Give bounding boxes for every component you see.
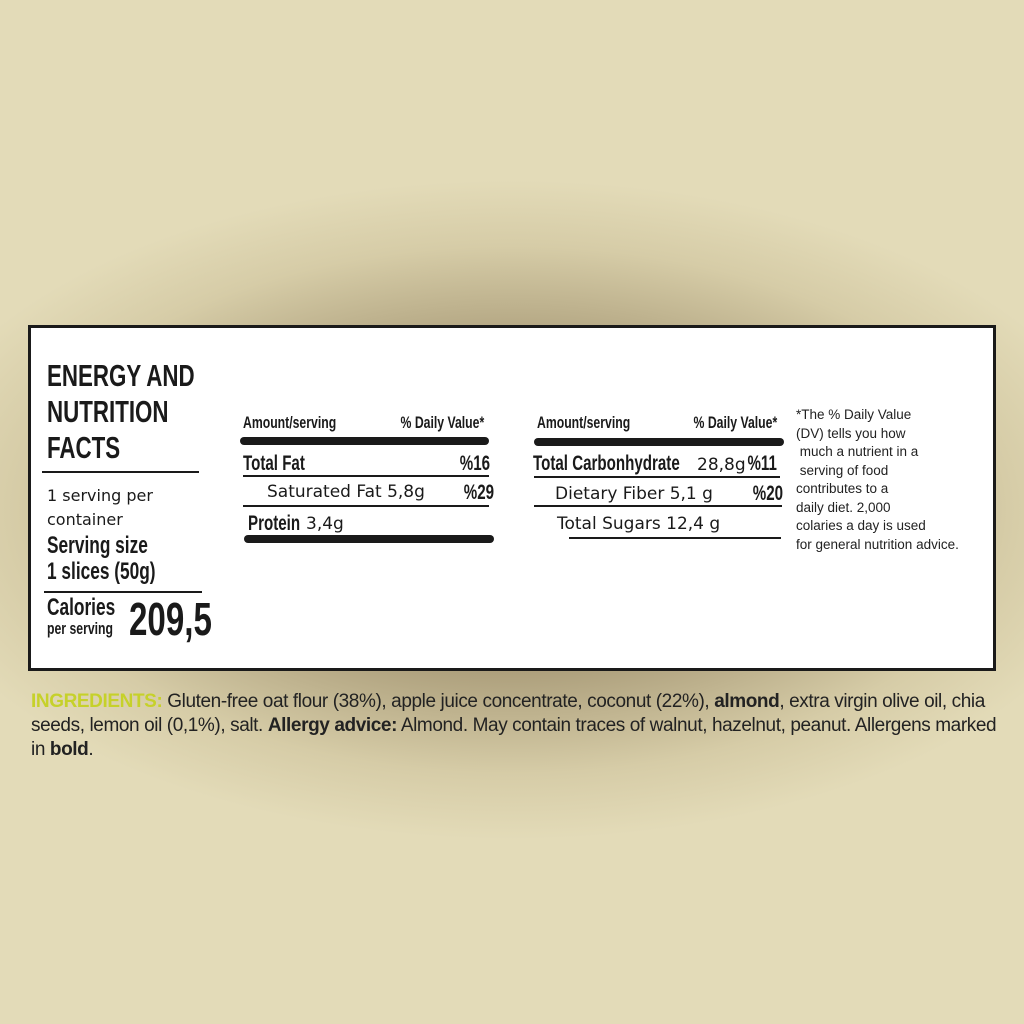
allergen: almond — [714, 691, 780, 712]
title-line: NUTRITION — [47, 394, 169, 429]
calories-label — [47, 596, 142, 620]
divider — [243, 505, 489, 507]
total-sugars: Total Sugars 12,4 g — [557, 514, 721, 534]
servings-line: 1 serving per — [47, 486, 153, 505]
carb-dv: %11 — [747, 452, 777, 475]
carb-value: 28,8g — [697, 455, 746, 475]
ingredients-label: INGREDIENTS: — [31, 691, 163, 712]
divider — [42, 471, 199, 473]
ingredients-part: Gluten-free oat flour (38%), apple juice concentrate, coconut (22%), — [162, 691, 715, 712]
fiber-dv: %20 — [752, 482, 783, 505]
ingredients-part: Almond. May contain traces of walnut, hazelnut, peanut. Allergens marked in — [31, 715, 997, 760]
protein-label: Protein — [248, 512, 301, 535]
total-fat-dv: %16 — [459, 452, 490, 475]
right-header-amount: Amount/serving — [537, 413, 631, 432]
bold-word: bold — [49, 739, 89, 760]
dietary-fiber: Dietary Fiber 5,1 g — [555, 484, 713, 504]
saturated-fat: Saturated Fat 5,8g — [267, 482, 425, 502]
protein-value: 3,4g — [306, 514, 344, 534]
daily-value-footnote — [796, 406, 959, 554]
serving-size-label: Serving size — [47, 532, 148, 559]
servings-per-container — [47, 484, 153, 532]
footnote-line: (DV) tells you how — [796, 425, 906, 441]
calories-number: 209,5 — [129, 593, 212, 645]
thick-rule — [244, 535, 494, 543]
footnote-line: *The % Daily Value — [796, 407, 912, 422]
thick-rule — [240, 437, 489, 445]
calories-text: Calories — [47, 594, 116, 621]
footnote-line: colaries a day is used — [796, 518, 926, 533]
left-header-amount: Amount/serving — [243, 413, 337, 432]
footnote-line: contributes to a — [796, 481, 889, 496]
divider — [534, 505, 782, 507]
footnote-line: daily diet. 2,000 — [796, 499, 891, 515]
panel-title — [47, 358, 252, 466]
total-fat-label: Total Fat — [243, 452, 305, 475]
servings-line: container — [47, 510, 123, 529]
title-line: FACTS — [47, 430, 121, 465]
ingredients-text — [31, 690, 1006, 762]
allergy-advice-label: Allergy advice: — [267, 715, 397, 736]
left-header-dv: % Daily Value* — [400, 413, 484, 432]
divider — [534, 476, 780, 478]
saturated-fat-dv: %29 — [463, 481, 494, 504]
footnote-line: serving of food — [796, 462, 889, 478]
serving-size — [47, 533, 198, 585]
per-serving-text: per serving — [47, 619, 113, 638]
serving-size-value: 1 slices (50g) — [47, 558, 156, 585]
title-line: ENERGY AND — [47, 358, 195, 393]
ingredients-part: . — [88, 739, 94, 760]
carb-label: Total Carbonhydrate — [533, 452, 680, 475]
divider — [569, 537, 781, 539]
footnote-line: for general nutrition advice. — [796, 536, 959, 552]
footnote-line: much a nutrient in a — [796, 444, 919, 459]
thick-rule — [534, 438, 784, 446]
calories-sub — [47, 620, 139, 638]
ingredients-part: , extra virgin olive oil, chia seeds, lemon oil (0,1%), salt. — [31, 691, 985, 736]
divider — [243, 475, 489, 477]
calories-value — [129, 593, 244, 645]
right-header-dv: % Daily Value* — [693, 413, 777, 432]
